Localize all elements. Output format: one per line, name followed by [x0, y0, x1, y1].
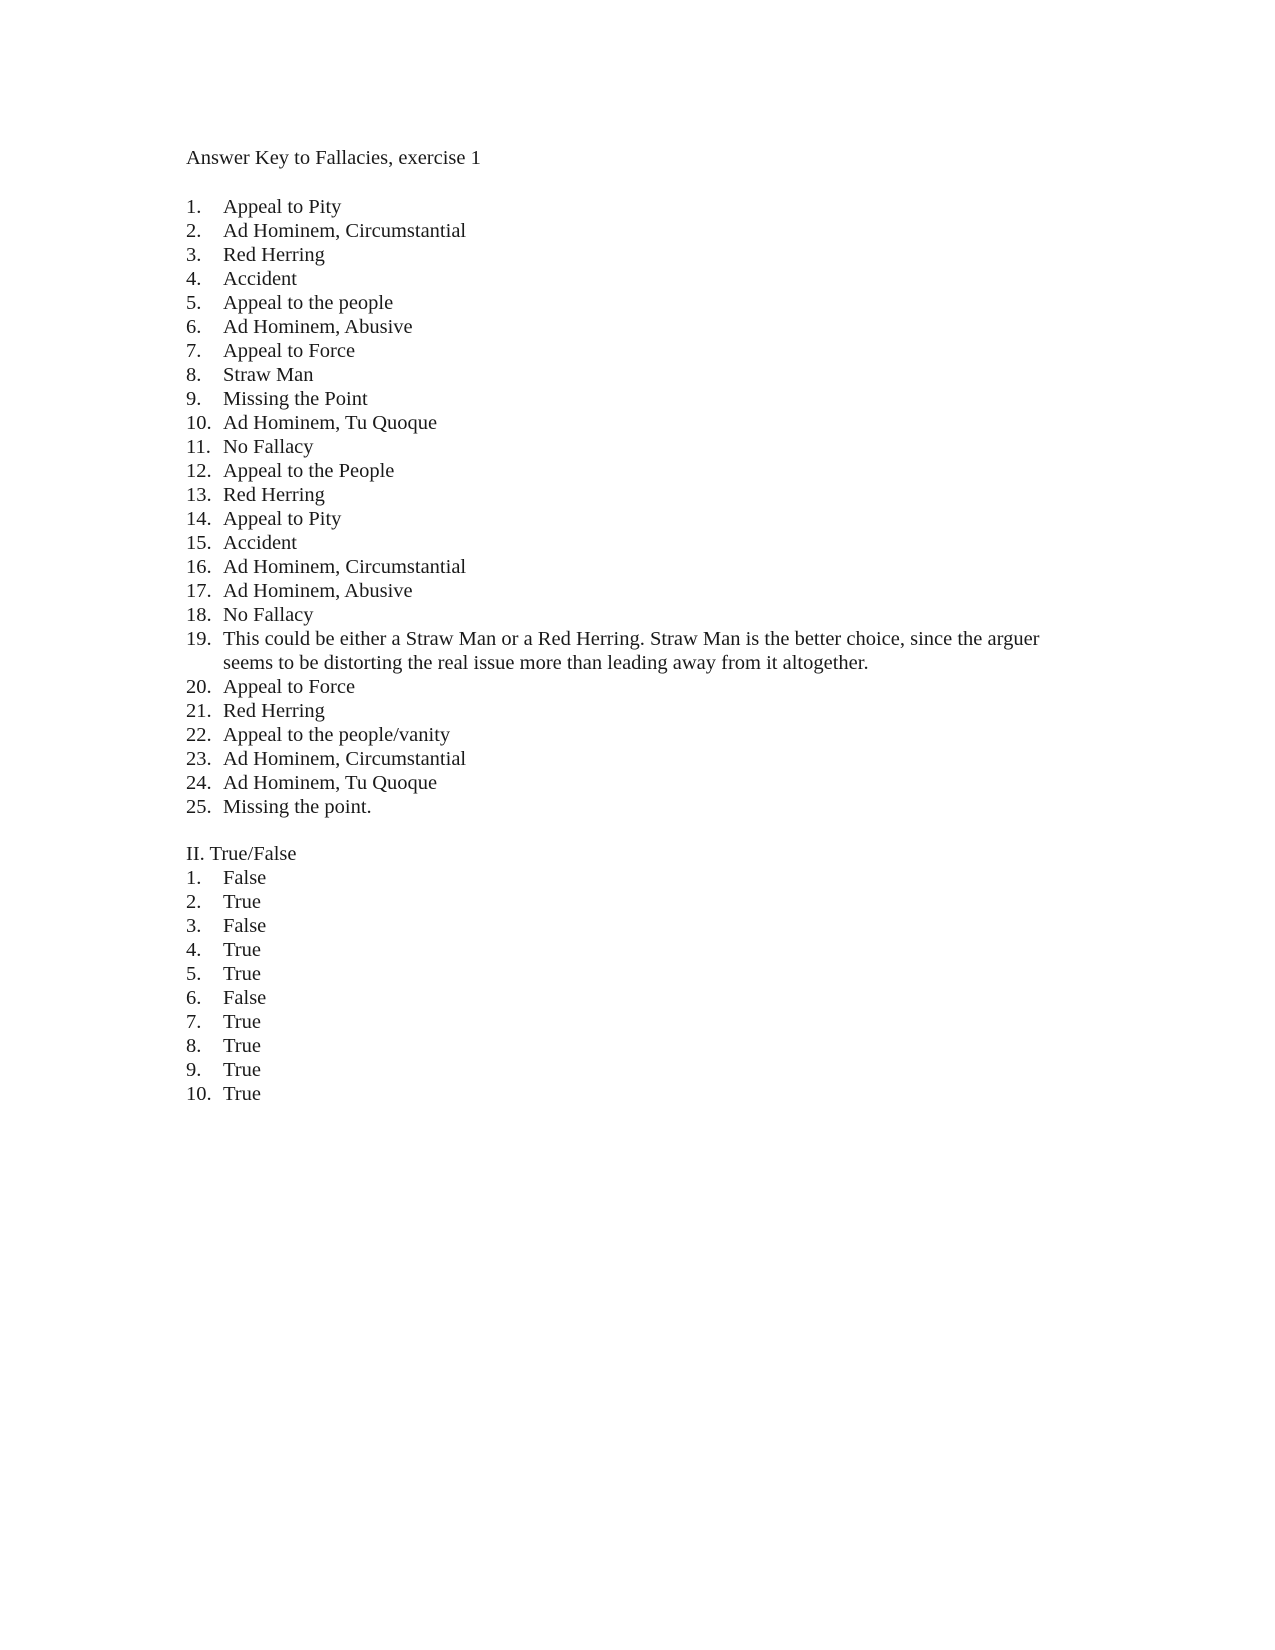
item-answer: Red Herring — [223, 244, 325, 266]
item-answer: Appeal to the people/vanity — [223, 724, 451, 746]
document-page — [186, 146, 1086, 1106]
list-item — [186, 291, 1086, 315]
list-item — [186, 938, 1086, 962]
item-number: 10. — [186, 1083, 212, 1105]
item-number: 24. — [186, 772, 212, 794]
item-answer: False — [223, 987, 267, 1009]
item-answer: True — [223, 891, 261, 913]
list-item — [186, 555, 1086, 579]
item-number: 17. — [186, 580, 212, 602]
list-item — [186, 579, 1086, 603]
item-number: 5. — [186, 292, 202, 314]
item-number: 2. — [186, 891, 202, 913]
item-answer: Missing the point. — [223, 796, 372, 818]
item-number: 15. — [186, 532, 212, 554]
list-item — [186, 315, 1086, 339]
item-number: 4. — [186, 268, 202, 290]
item-number: 1. — [186, 867, 202, 889]
item-answer: True — [223, 1011, 261, 1033]
item-answer: Ad Hominem, Circumstantial — [223, 556, 467, 578]
item-answer: Ad Hominem, Tu Quoque — [223, 412, 438, 434]
item-answer: Appeal to the People — [223, 460, 395, 482]
list-item — [186, 507, 1086, 531]
item-answer: Ad Hominem, Circumstantial — [223, 748, 467, 770]
item-number: 8. — [186, 364, 202, 386]
list-item — [186, 459, 1086, 483]
item-answer: True — [223, 939, 261, 961]
list-item — [186, 699, 1086, 723]
item-answer: Accident — [223, 268, 297, 290]
list-item — [186, 483, 1086, 507]
item-number: 5. — [186, 963, 202, 985]
item-answer: True — [223, 1059, 261, 1081]
list-item — [186, 1058, 1086, 1082]
item-number: 2. — [186, 220, 202, 242]
item-answer: No Fallacy — [223, 604, 314, 626]
item-answer: Red Herring — [223, 700, 325, 722]
true-false-heading: II. True/False — [186, 843, 297, 865]
item-number: 14. — [186, 508, 212, 530]
item-number: 8. — [186, 1035, 202, 1057]
list-item — [186, 1034, 1086, 1058]
item-number: 1. — [186, 196, 202, 218]
item-number: 3. — [186, 244, 202, 266]
item-answer: Appeal to Force — [223, 340, 356, 362]
list-item — [186, 986, 1086, 1010]
list-item — [186, 795, 1086, 819]
item-answer: True — [223, 1083, 261, 1105]
item-answer: Ad Hominem, Abusive — [223, 316, 413, 338]
item-answer: Accident — [223, 532, 297, 554]
list-item — [186, 387, 1086, 411]
item-number: 6. — [186, 987, 202, 1009]
list-item — [186, 627, 1086, 675]
list-item — [186, 723, 1086, 747]
item-number: 19. — [186, 628, 212, 650]
item-answer: Appeal to Pity — [223, 196, 342, 218]
list-item — [186, 1010, 1086, 1034]
list-item — [186, 411, 1086, 435]
document-title: Answer Key to Fallacies, exercise 1 — [186, 147, 481, 169]
list-item — [186, 747, 1086, 771]
item-answer: No Fallacy — [223, 436, 314, 458]
item-answer: False — [223, 915, 267, 937]
item-answer: Appeal to Pity — [223, 508, 342, 530]
list-item — [186, 435, 1086, 459]
item-number: 12. — [186, 460, 212, 482]
list-item — [186, 339, 1086, 363]
list-item — [186, 675, 1086, 699]
list-item — [186, 267, 1086, 291]
list-item — [186, 363, 1086, 387]
item-number: 23. — [186, 748, 212, 770]
item-number: 22. — [186, 724, 212, 746]
item-number: 21. — [186, 700, 212, 722]
item-answer: Ad Hominem, Tu Quoque — [223, 772, 438, 794]
item-answer: Missing the Point — [223, 388, 368, 410]
item-number: 9. — [186, 388, 202, 410]
item-answer: True — [223, 1035, 261, 1057]
item-answer: This could be either a Straw Man or a Red Herring. Straw Man is the better choice, since the arguer seems to be distorting the real issue more than leading away from it altogether. — [223, 628, 1040, 674]
item-number: 10. — [186, 412, 212, 434]
item-number: 18. — [186, 604, 212, 626]
item-number: 11. — [186, 436, 211, 458]
item-answer: Appeal to the people — [223, 292, 394, 314]
fallacy-answer-list — [186, 195, 1086, 819]
list-item — [186, 771, 1086, 795]
item-number: 13. — [186, 484, 212, 506]
item-number: 7. — [186, 340, 202, 362]
list-item — [186, 219, 1086, 243]
list-item — [186, 531, 1086, 555]
list-item — [186, 914, 1086, 938]
item-answer: Straw Man — [223, 364, 314, 386]
item-number: 20. — [186, 676, 212, 698]
item-answer: False — [223, 867, 267, 889]
item-number: 16. — [186, 556, 212, 578]
item-answer: Red Herring — [223, 484, 325, 506]
list-item — [186, 195, 1086, 219]
item-number: 9. — [186, 1059, 202, 1081]
item-answer: Ad Hominem, Abusive — [223, 580, 413, 602]
item-number: 3. — [186, 915, 202, 937]
true-false-answer-list — [186, 866, 1086, 1106]
list-item — [186, 1082, 1086, 1106]
list-item — [186, 243, 1086, 267]
list-item — [186, 962, 1086, 986]
item-number: 6. — [186, 316, 202, 338]
item-answer: Appeal to Force — [223, 676, 356, 698]
item-number: 4. — [186, 939, 202, 961]
item-number: 25. — [186, 796, 212, 818]
item-answer: True — [223, 963, 261, 985]
item-number: 7. — [186, 1011, 202, 1033]
list-item — [186, 603, 1086, 627]
list-item — [186, 890, 1086, 914]
list-item — [186, 866, 1086, 890]
item-answer: Ad Hominem, Circumstantial — [223, 220, 467, 242]
